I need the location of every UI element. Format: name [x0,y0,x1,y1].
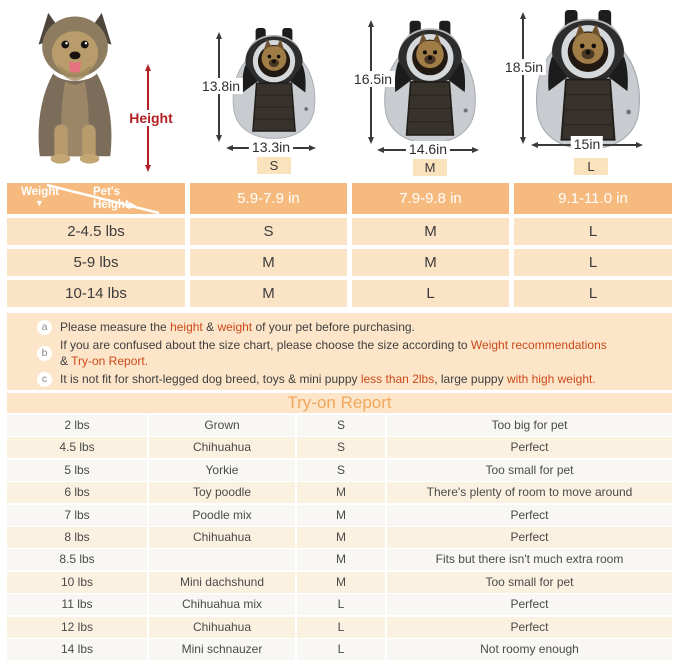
recommended-size: S [190,218,347,245]
note-text: Please measure the height & weight of your pet before purchasing. [60,320,415,334]
tryon-comment: Too big for pet [387,415,672,436]
tryon-weight: 10 lbs [7,572,147,593]
tryon-size: M [297,482,385,503]
tryon-row [7,527,672,548]
backpack-figure [346,6,498,182]
tryon-row [7,594,672,615]
tryon-comment: Perfect [387,527,672,548]
tryon-row [7,549,672,570]
size-chart [7,183,672,307]
tryon-comment: Fits but there isn't much extra room [387,549,672,570]
dog-photo [14,8,136,166]
notes-list [37,319,672,387]
size-chart-column-header: 9.1-11.0 in [514,183,672,214]
note-marker: a [37,320,52,335]
size-chart-row [7,218,672,245]
top-illustrations [0,0,679,182]
tryon-comment: Too small for pet [387,572,672,593]
size-chart-column-header: 5.9-7.9 in [190,183,347,214]
width-dimension-label: 14.6in [406,141,450,157]
notes-box [7,313,672,390]
tryon-weight: 12 lbs [7,617,147,638]
height-dimension-label: 13.8in [199,78,243,94]
backpack-figure [500,0,679,182]
tryon-size: M [297,527,385,548]
tryon-breed: Mini dachshund [149,572,295,593]
corner-weight-label: Weight [21,186,60,198]
tryon-comment: Perfect [387,594,672,615]
tryon-weight: 8.5 lbs [7,549,147,570]
note-marker: b [37,346,52,361]
tryon-title-bar [7,393,672,413]
recommended-size: M [352,249,509,276]
tryon-breed [149,549,295,570]
tryon-breed: Mini schnauzer [149,639,295,660]
tryon-row [7,505,672,526]
tryon-row [7,460,672,481]
tryon-weight: 4.5 lbs [7,437,147,458]
size-chart-row [7,280,672,307]
weight-range: 2-4.5 lbs [7,218,185,245]
note-text: It is not fit for short-legged dog breed, toys & mini puppy less than 2lbs, large puppy with high weight. [60,372,596,386]
recommended-size: L [514,218,672,245]
note-marker: c [37,372,52,387]
tryon-comment: Too small for pet [387,460,672,481]
recommended-size: M [190,280,347,307]
tryon-weight: 8 lbs [7,527,147,548]
tryon-row [7,415,672,436]
height-dimension-label: 18.5in [502,59,546,75]
recommended-size: L [514,249,672,276]
tryon-comment: Perfect [387,437,672,458]
tryon-size: M [297,549,385,570]
size-chart-row [7,249,672,276]
tryon-weight: 11 lbs [7,594,147,615]
size-badge: M [413,159,447,176]
tryon-row [7,639,672,660]
recommended-size: L [514,280,672,307]
tryon-breed: Grown [149,415,295,436]
tryon-breed: Chihuahua [149,617,295,638]
size-badge: L [574,158,608,175]
tryon-comment: Perfect [387,505,672,526]
tryon-weight: 6 lbs [7,482,147,503]
tryon-size: S [297,437,385,458]
corner-height-line1: Pet's [93,186,121,198]
size-chart-body [7,218,672,307]
weight-range: 5-9 lbs [7,249,185,276]
tryon-size: S [297,415,385,436]
tryon-weight: 14 lbs [7,639,147,660]
tryon-size: S [297,460,385,481]
tryon-comment: There's plenty of room to move around [387,482,672,503]
height-arrow [522,18,524,138]
right-arrow-icon: ▶ [128,199,136,210]
note-c [37,371,672,387]
recommended-size: M [352,218,509,245]
tryon-weight: 2 lbs [7,415,147,436]
tryon-row [7,572,672,593]
tryon-weight: 7 lbs [7,505,147,526]
tryon-row [7,482,672,503]
down-arrow-icon: ▼ [35,198,44,208]
tryon-title: Try-on Report [287,393,392,412]
tryon-breed: Chihuahua mix [149,594,295,615]
tryon-breed: Poodle mix [149,505,295,526]
size-chart-column-header: 7.9-9.8 in [352,183,509,214]
size-chart-corner-cell [7,183,185,214]
width-dimension-label: 13.3in [249,139,293,155]
backpack-figure [194,14,330,180]
tryon-row [7,437,672,458]
tryon-rows [7,415,672,660]
recommended-size: L [352,280,509,307]
tryon-breed: Toy poodle [149,482,295,503]
tryon-row [7,617,672,638]
tryon-size: L [297,617,385,638]
height-dimension-label: 16.5in [351,71,395,87]
backpack-illustration [530,10,646,156]
tryon-breed: Chihuahua [149,437,295,458]
corner-height-line2: Height [93,198,129,211]
width-dimension-label: 15in [571,136,603,152]
tryon-breed: Chihuahua [149,527,295,548]
note-b [37,337,672,369]
tryon-size: L [297,594,385,615]
note-text: If you are confused about the size chart, please choose the size according to Weight recommendations & Try-on Report. [60,338,607,368]
corner-height-label [93,186,136,211]
size-chart-header [7,183,672,214]
tryon-comment: Perfect [387,617,672,638]
tryon-size: M [297,572,385,593]
tryon-comment: Not roomy enough [387,639,672,660]
size-badge: S [257,157,291,174]
recommended-size: M [190,249,347,276]
dog-height-label: Height [129,110,173,126]
tryon-breed: Yorkie [149,460,295,481]
tryon-size: L [297,639,385,660]
tryon-size: M [297,505,385,526]
note-a [37,319,672,335]
tryon-weight: 5 lbs [7,460,147,481]
weight-range: 10-14 lbs [7,280,185,307]
